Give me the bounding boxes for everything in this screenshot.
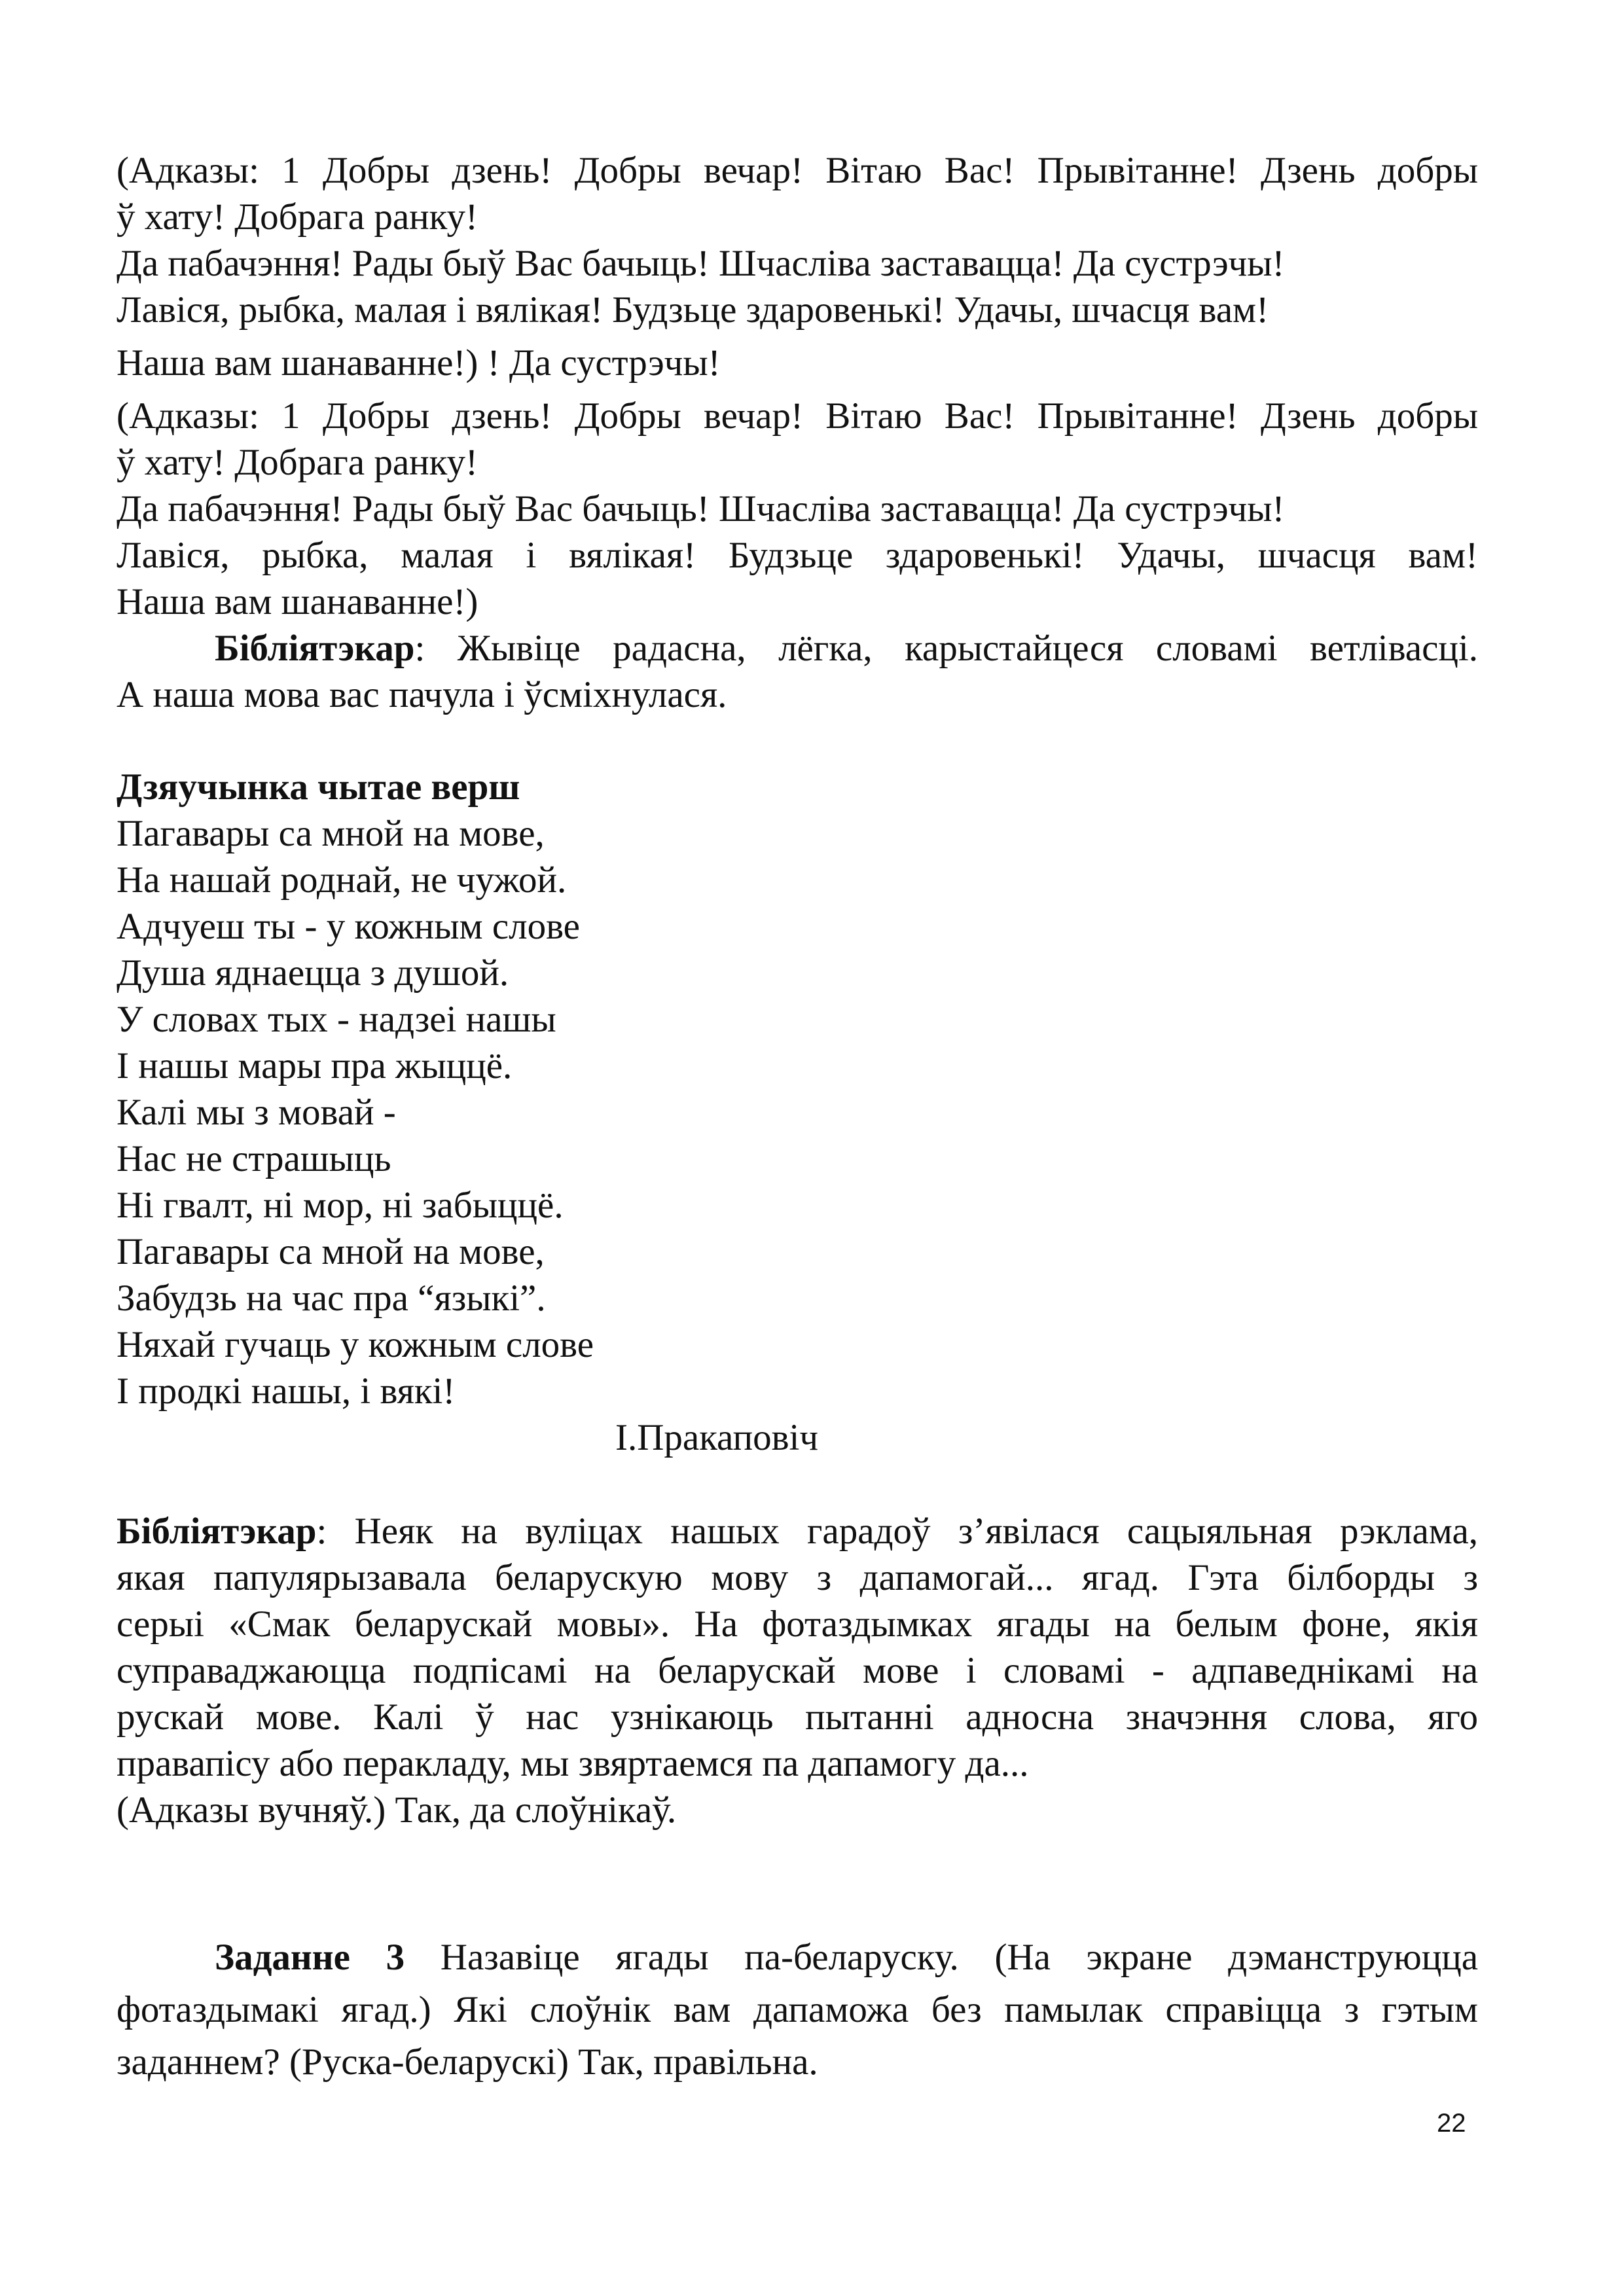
- poem-line: Ні гвалт, ні мор, ні забыццё.: [117, 1185, 564, 1226]
- poem-line: Пагавары са мной на мове,: [117, 813, 545, 854]
- text-line: Да пабачэння! Рады быў Вас бачыць! Шчасліва заставацца! Да сустрэчы!: [117, 243, 1285, 284]
- poem-line: Забудзь на час пра “языкі”.: [117, 1278, 546, 1319]
- poem-line: Душа яднаецца з душой.: [117, 952, 509, 994]
- poem: [117, 764, 1478, 1461]
- poem-line: Пагавары са мной на мове,: [117, 1231, 545, 1272]
- answers-block-2: [117, 393, 1478, 625]
- text-line: серыі «Смак беларускай мовы». На фотаздымках ягады на белым фоне, якія: [117, 1604, 1478, 1645]
- poem-heading: [117, 764, 1478, 810]
- speaker-text: : Неяк на вуліцах нашых гарадоў з’явілася сацыяльная рэклама,: [316, 1511, 1478, 1552]
- poem-line: У словах тых - надзеі нашы: [117, 999, 556, 1040]
- text-line: фотаздымакі ягад.) Які слоўнік вам дапаможа без памылак справіцца з гэтым: [117, 1989, 1478, 2030]
- librarian-remark-2: [117, 1508, 1478, 1833]
- text-line: Лавіся, рыбка, малая і вялікая! Будзьце здаровенькі! Удачы, шчасця вам!: [117, 535, 1478, 576]
- text-line: ў хату! Добрага ранку!: [117, 196, 478, 238]
- text-line: [117, 625, 1478, 672]
- poem-author: І.Пракаповіч: [615, 1417, 818, 1458]
- text-line: Да пабачэння! Рады быў Вас бачыць! Шчасліва заставацца! Да сустрэчы!: [117, 488, 1285, 529]
- text-line: правапісу або перакладу, мы звяртаемся па дапамогу да...: [117, 1743, 1029, 1784]
- answers-block-1: [117, 147, 1478, 386]
- poem-line: Адчуеш ты - у кожным слове: [117, 906, 580, 947]
- document-page: [117, 147, 1478, 2089]
- speaker-text: : Жывіце радасна, лёгка, карыстайцеся словамі ветлівасці.: [414, 628, 1478, 669]
- task-label: Заданне 3: [215, 1937, 405, 1978]
- text-line: рускай мове. Калі ў нас узнікаюць пытанні адносна значэння слова, яго: [117, 1696, 1478, 1738]
- text-line: (Адказы: 1 Добры дзень! Добры вечар! Вітаю Вас! Прывітанне! Дзень добры: [117, 395, 1478, 437]
- text-line: суправаджаюцца подпісамі на беларускай мове і словамі - адпаведнікамі на: [117, 1650, 1478, 1691]
- poem-line: І продкі нашы, і вякі!: [117, 1371, 456, 1412]
- librarian-remark-1: [117, 625, 1478, 718]
- task-3: [117, 1931, 1478, 2089]
- text-line: якая папулярызавала беларускую мову з дапамогай... ягад. Гэта білборды з: [117, 1557, 1478, 1598]
- text-line: (Адказы вучняў.) Так, да слоўнікаў.: [117, 1789, 677, 1831]
- poem-line: На нашай роднай, не чужой.: [117, 859, 567, 901]
- text-line: [117, 1508, 1478, 1554]
- poem-line: Няхай гучаць у кожным слове: [117, 1324, 594, 1365]
- poem-line: Калі мы з мовай -: [117, 1092, 396, 1133]
- poem-line: І нашы мары пра жыццё.: [117, 1045, 513, 1086]
- text-line: ў хату! Добрага ранку!: [117, 442, 478, 483]
- text-line: А наша мова вас пачула і ўсміхнулася.: [117, 674, 727, 715]
- text-line: Лавіся, рыбка, малая і вялікая! Будзьце здаровенькі! Удачы, шчасця вам!: [117, 289, 1269, 331]
- poem-line: Нас не страшыць: [117, 1138, 391, 1179]
- text-line: Наша вам шанаванне!): [117, 581, 478, 622]
- text-line: [117, 1931, 1478, 1984]
- text-line: Наша вам шанаванне!) ! Да сустрэчы!: [117, 342, 721, 384]
- speaker-label: Бібліятэкар: [117, 1511, 317, 1552]
- poem-heading-text: Дзяучынка чытае верш: [117, 766, 520, 808]
- task-text: Назавіце ягады па-беларуску. (На экране дэманструюцца: [405, 1937, 1478, 1978]
- speaker-label: Бібліятэкар: [215, 628, 415, 669]
- text-line: (Адказы: 1 Добры дзень! Добры вечар! Вітаю Вас! Прывітанне! Дзень добры: [117, 150, 1478, 191]
- page-number: 22: [1437, 2109, 1466, 2138]
- text-line: заданнем? (Руска-беларускі) Так, правільна.: [117, 2041, 818, 2083]
